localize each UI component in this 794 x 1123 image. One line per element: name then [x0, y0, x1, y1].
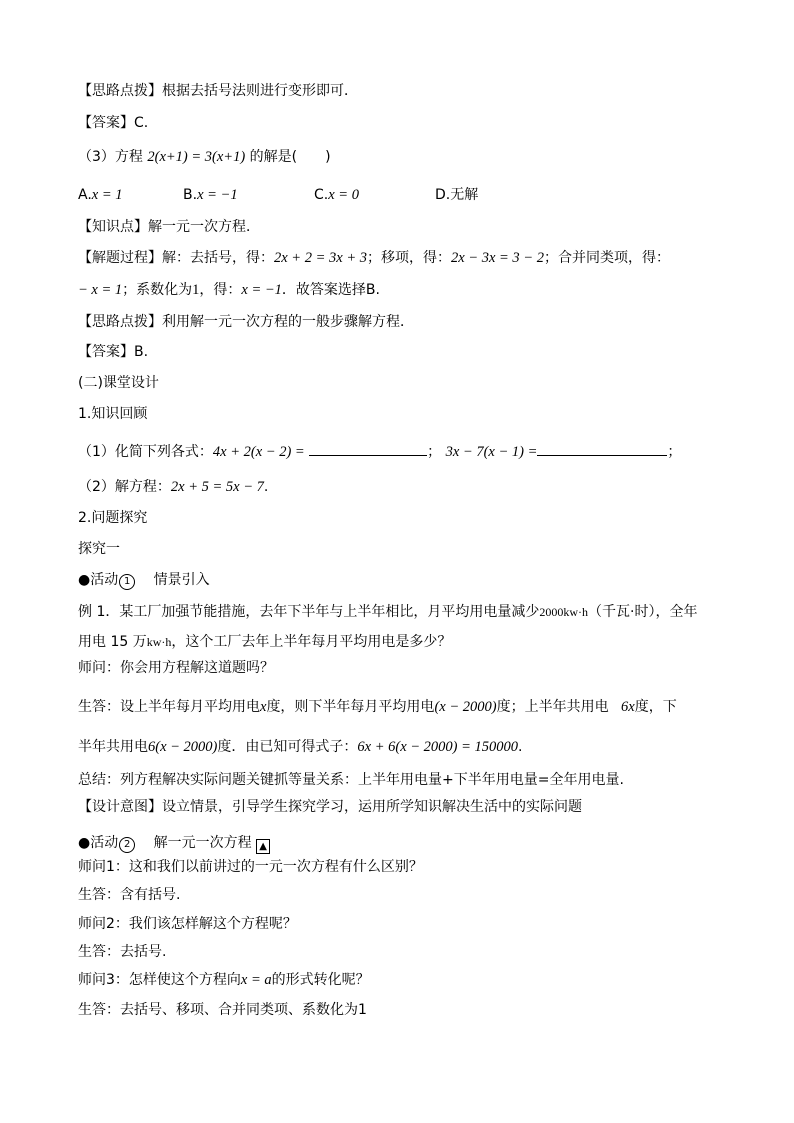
- choice-value: x = −1: [197, 187, 238, 203]
- example-line-2: [78, 633, 451, 651]
- text: 设立情景，引导学生探究学习，运用所学知识解决生活中的实际问题: [162, 799, 582, 815]
- section-tag: 【设计意图】: [78, 799, 162, 815]
- text: ；合并同类项，得：: [543, 250, 670, 266]
- student-answer-line-2: [78, 738, 522, 756]
- activity-1-heading: [78, 571, 210, 590]
- student-answer-2: 生答：去括号.: [78, 944, 167, 960]
- text: 的形式转化呢？: [271, 972, 370, 988]
- text: 用电 15 万: [78, 634, 147, 650]
- equation: 2x + 5 = 5x − 7: [170, 479, 264, 495]
- section-tag: 【解题过程】: [78, 250, 162, 266]
- variable: x: [260, 699, 267, 715]
- subsection-heading: 1.知识回顾: [78, 406, 148, 422]
- text: C.: [134, 115, 149, 131]
- review-item-2: [78, 478, 268, 496]
- text: 度；上半年共用电: [496, 699, 609, 715]
- text: ●活动: [78, 835, 119, 851]
- text: 解：去括号，得：: [162, 250, 274, 266]
- text: ；: [427, 444, 442, 460]
- circled-number: 2: [119, 837, 135, 853]
- text: 的解是( ): [249, 149, 331, 165]
- expression: 6x: [621, 699, 635, 715]
- review-item-1: [78, 441, 681, 461]
- text: ，得：: [199, 282, 242, 298]
- text: 利用解一元一次方程的一般步骤解方程．: [162, 314, 414, 330]
- text: .: [518, 739, 523, 755]
- choice-value: x = 0: [328, 187, 359, 203]
- choice-label: B.: [183, 187, 198, 203]
- section-tag: 【思路点拨】: [78, 314, 162, 330]
- answer-line: [78, 114, 148, 132]
- choice-d: D.无解: [435, 187, 479, 203]
- equation: 2x + 2 = 3x + 3: [274, 250, 367, 266]
- teacher-question-1: 师问1：这和我们以前讲过的一元一次方程有什么区别？: [78, 859, 423, 875]
- text: 生答：设上半年每月平均用电: [78, 699, 260, 715]
- reasoning-hint-line-2: [78, 313, 414, 331]
- text: 解一元一次方程．: [148, 219, 260, 235]
- text: 度，下: [634, 699, 677, 715]
- choice-label: C.: [314, 187, 329, 203]
- text: ●活动: [78, 572, 119, 588]
- text: 度．由已知可得式子：: [217, 739, 358, 755]
- equation: 2x − 3x = 3 − 2: [450, 250, 544, 266]
- knowledge-point-line: [78, 218, 260, 236]
- equation: − x = 1: [78, 282, 123, 298]
- expression: 4x + 2(x − 2) =: [212, 444, 305, 460]
- equation: 6x + 6(x − 2000) = 150000: [357, 739, 519, 755]
- teacher-question-3: [78, 971, 370, 989]
- equation: x = −1: [241, 282, 282, 298]
- teacher-question: 师问：你会用方程解这道题吗？: [78, 660, 274, 676]
- equation: 2(x+1) = 3(x+1): [147, 149, 246, 165]
- example-line-1: [78, 603, 697, 621]
- student-answer-3: 生答：去括号、移项、合并同类项、系数化为1: [78, 1002, 367, 1018]
- section-tag: 【答案】: [78, 344, 134, 360]
- activity-2-heading: [78, 834, 270, 854]
- text: 根据去括号法则进行变形即可．: [162, 83, 358, 99]
- text: ；移项，得：: [366, 250, 451, 266]
- unit: 2000kw·h: [539, 605, 589, 619]
- text: 师问3：怎样使这个方程向: [78, 972, 241, 988]
- triangle-marker-icon: ▲: [256, 839, 270, 854]
- choice-c: [314, 186, 359, 204]
- section-tag: 【知识点】: [78, 219, 148, 235]
- activity-title: 情景引入: [153, 572, 210, 588]
- teacher-question-2: 师问2：我们该怎样解这个方程呢？: [78, 916, 297, 932]
- choice-a: [78, 186, 123, 204]
- unit: kw·h: [146, 635, 172, 649]
- exploration-heading: 探究一: [78, 541, 120, 557]
- question-3: [78, 148, 331, 166]
- solution-continued-line: [78, 281, 380, 299]
- summary-line: 总结：列方程解决实际问题关键抓等量关系：上半年用电量+下半年用电量=全年用电量.: [78, 772, 624, 788]
- text: 例 1．某工厂加强节能措施，去年下半年与上半年相比，月平均用电量减少: [78, 604, 540, 620]
- subsection-heading: 2.问题探究: [78, 510, 148, 526]
- section-tag: 【答案】: [78, 115, 134, 131]
- design-intent-line: [78, 798, 582, 816]
- choice-value: x = 1: [91, 187, 123, 203]
- text: （2）解方程：: [78, 479, 171, 495]
- circled-number: 1: [119, 574, 135, 590]
- section-tag: 【思路点拨】: [78, 83, 162, 99]
- text: ，这个工厂去年上半年每月平均用电是多少？: [171, 634, 452, 650]
- text: ；: [667, 444, 682, 460]
- text: （千瓦·时），全年: [588, 604, 698, 620]
- choice-label: A.: [78, 187, 92, 203]
- student-answer-line-1: [78, 698, 677, 716]
- equation: x = a: [240, 972, 272, 988]
- answer-blank: [537, 441, 667, 456]
- text: 度，则下半年每月平均用电: [266, 699, 435, 715]
- activity-title: 解一元一次方程: [153, 835, 252, 851]
- solution-process-line: [78, 249, 670, 267]
- section-heading: (二)课堂设计: [78, 375, 159, 391]
- text: 半年共用电: [78, 739, 148, 755]
- text: ．故答案选择B.: [281, 282, 380, 298]
- answer-blank: [309, 441, 427, 456]
- expression: 3x − 7(x − 1) =: [445, 444, 538, 460]
- expression: 6(x − 2000): [148, 739, 218, 755]
- answer-line-2: [78, 343, 148, 361]
- number: 1: [192, 282, 200, 298]
- student-answer-1: 生答：含有括号.: [78, 887, 181, 903]
- expression: (x − 2000): [434, 699, 497, 715]
- text: B.: [134, 344, 149, 360]
- reasoning-hint-line: [78, 82, 358, 100]
- text: （1）化简下列各式：: [78, 444, 213, 460]
- text: （3）方程: [78, 149, 143, 165]
- text: ；系数化为: [122, 282, 193, 298]
- text: .: [263, 479, 269, 495]
- choice-b: [183, 186, 238, 204]
